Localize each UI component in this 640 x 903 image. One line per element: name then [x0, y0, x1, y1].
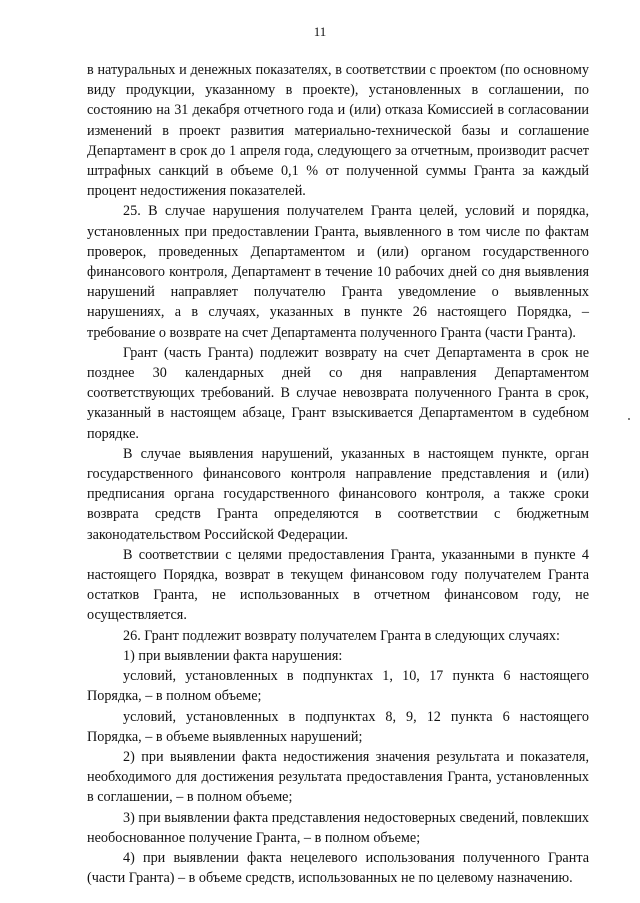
paragraph-subitem-1: 1) при выявлении факта нарушения:	[123, 647, 343, 664]
paragraph-item-25: 25. В случае нарушения получателем Гранта целей, условий и порядка, установленных при предоставлении Гранта, выявленного в том числе по фактам проверок, проведенных Департаментом и (или) органом государственного финансового контроля, Департамент в течение 10 рабочих дней со дня выявления нарушений направляет получателю Гранта уведомление о выявленных нарушениях, а в случаях, указанных в пункте 26 настоящего Порядка, – требование о возврате на счет Департамента полученного Гранта (части Гранта).	[87, 203, 589, 341]
paragraph-item-26: 26. Грант подлежит возврату получателем Гранта в следующих случаях:	[123, 627, 560, 644]
paragraph-subitem-1-full: условий, установленных в подпунктах 1, 10, 17 пункта 6 настоящего Порядка, – в полном объеме;	[87, 668, 589, 705]
paragraph-subitem-2: 2) при выявлении факта недостижения значения результата и показателя, необходимого для достижения результата предоставления Гранта, установленных в соглашении, – в полном объеме;	[87, 748, 589, 806]
paragraph-subitem-3: 3) при выявлении факта представления недостоверных сведений, повлекших необоснованное получение Гранта, – в полном объеме;	[87, 809, 589, 846]
paragraph-subitem-4: 4) при выявлении факта нецелевого использования полученного Гранта (части Гранта) – в объеме средств, использованных не по целевому назначению.	[87, 849, 589, 887]
document-body	[87, 60, 589, 888]
paragraph-remaining-funds: В соответствии с целями предоставления Гранта, указанными в пункте 4 настоящего Порядка, возврат в текущем финансовом году получателем Гранта остатков Гранта, не использованных в отчетном финансовом году, не осуществляется.	[87, 546, 589, 624]
scan-speck	[628, 418, 630, 420]
paragraph-grant-return-term: Грант (часть Гранта) подлежит возврату на счет Департамента в срок не позднее 30 календарных дней со дня направления Департаментом соответствующих требований. В случае невозврата полученного Гранта в срок, указанный в настоящем абзаце, Грант взыскивается Департаментом в судебном порядке.	[87, 344, 589, 442]
paragraph-financial-control: В случае выявления нарушений, указанных в настоящем пункте, орган государственного финансового контроля направление представления и (или) предписания органа государственного финансового контроля, а также сроки возврата средств Гранта определяются в соответствии с бюджетным законодательством Российской Федерации.	[87, 445, 589, 543]
paragraph-continuation: в натуральных и денежных показателях, в соответствии с проектом (по основному виду продукции, указанному в проекте), установленных в соглашении, по состоянию на 31 декабря отчетного года и (или) отказа Комиссией в согласовании изменений в проект развития материально-технической базы и соглашение Департамент в срок до 1 апреля года, следующего за отчетным, производит расчет штрафных санкций в объеме 0,1 % от полученной суммы Гранта за каждый процент недостижения показателей.	[87, 62, 589, 200]
paragraph-subitem-1-partial: условий, установленных в подпунктах 8, 9, 12 пункта 6 настоящего Порядка, – в объеме выявленных нарушений;	[87, 708, 589, 745]
page-number: 11	[313, 24, 327, 39]
